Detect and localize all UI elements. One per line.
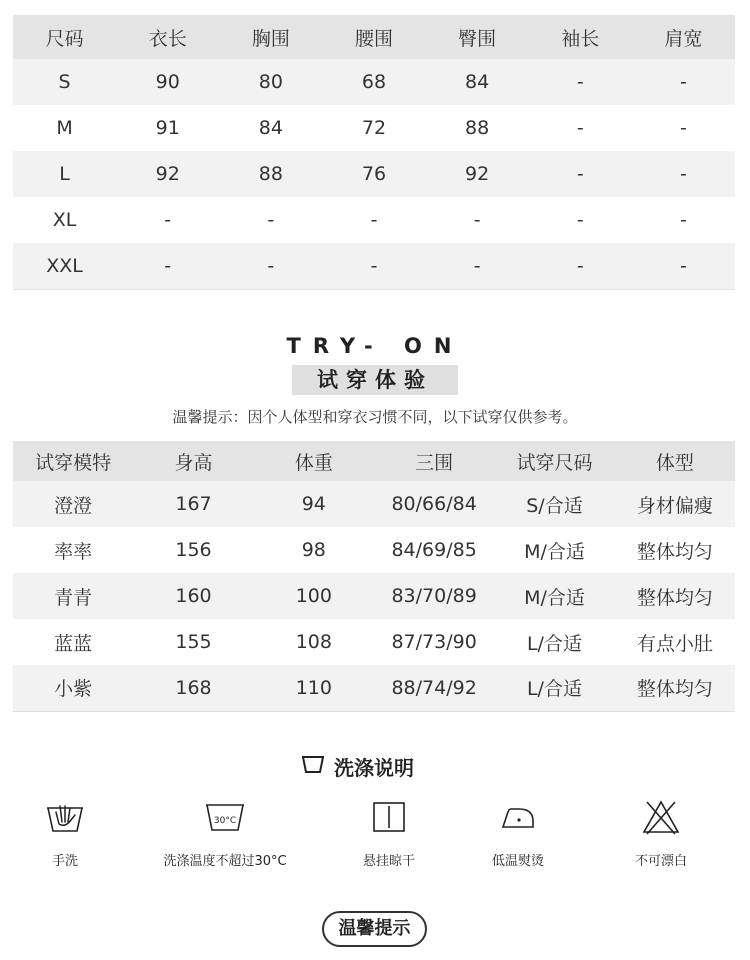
low-iron-icon [443,795,593,839]
table-cell: 有点小肚 [615,619,735,665]
table-cell: M/合适 [494,573,614,619]
table-cell: L [13,151,116,197]
care-item-hand-wash [0,795,140,869]
table-cell: - [529,105,632,151]
tryon-table-header [13,441,735,481]
tryon-col-body: 体型 [615,441,735,481]
table-cell: 84/69/85 [374,527,494,573]
table-cell: - [219,197,322,243]
table-cell: 83/70/89 [374,573,494,619]
table-cell: - [529,243,632,289]
table-cell: 80/66/84 [374,481,494,527]
table-cell: 98 [254,527,374,573]
table-cell: - [426,243,529,289]
table-row [13,197,735,243]
wash-30-icon [150,795,300,839]
table-cell: XL [13,197,116,243]
hand-wash-icon [0,795,140,839]
hang-dry-icon [314,795,464,839]
table-cell: 率率 [13,527,133,573]
size-table [13,15,735,290]
table-cell: - [529,151,632,197]
size-col-size: 尺码 [13,15,116,59]
table-cell: 72 [322,105,425,151]
table-cell: - [116,243,219,289]
tryon-table [13,441,735,712]
tryon-col-weight: 体重 [254,441,374,481]
table-cell: S/合适 [494,481,614,527]
table-cell: 84 [219,105,322,151]
table-cell: 小紫 [13,665,133,711]
table-cell: 156 [133,527,253,573]
care-label: 低温熨烫 [491,854,544,869]
table-cell: 68 [322,59,425,105]
care-item-wash-30 [150,795,300,869]
table-cell: M [13,105,116,151]
table-cell: 整体均匀 [615,573,735,619]
table-cell: 澄澄 [13,481,133,527]
care-item-low-iron [443,795,593,869]
table-cell: 88 [426,105,529,151]
care-label: 悬挂晾干 [362,854,415,869]
tryon-title-cn: 试穿体验 [292,365,458,395]
table-row [13,481,735,527]
table-cell: - [632,151,735,197]
table-cell: 167 [133,481,253,527]
size-col-chest: 胸围 [219,15,322,59]
size-col-hip: 臀围 [426,15,529,59]
tryon-note: 温馨提示：因个人体型和穿衣习惯不同，以下试穿仅供参考。 [172,408,578,426]
table-cell: 整体均匀 [615,665,735,711]
table-cell: - [632,59,735,105]
table-cell: 168 [133,665,253,711]
table-cell: - [632,197,735,243]
size-col-shoulder: 肩宽 [632,15,735,59]
table-row [13,573,735,619]
table-cell: - [632,243,735,289]
table-cell: 整体均匀 [615,527,735,573]
table-row [13,243,735,289]
size-col-waist: 腰围 [322,15,425,59]
table-cell: M/合适 [494,527,614,573]
table-cell: L/合适 [494,619,614,665]
tryon-title-en: TRY- ON [286,334,464,358]
warm-tips-button[interactable]: 温馨提示 [322,911,427,947]
table-cell: 76 [322,151,425,197]
washing-title [300,752,414,780]
table-cell: - [426,197,529,243]
table-cell: - [219,243,322,289]
table-cell: 92 [426,151,529,197]
svg-text:30°C: 30°C [213,816,237,826]
table-cell: - [322,197,425,243]
table-cell: - [529,59,632,105]
table-cell: XXL [13,243,116,289]
table-cell: 蓝蓝 [13,619,133,665]
table-cell: 100 [254,573,374,619]
cropped-heading [0,0,750,14]
table-cell: 青青 [13,573,133,619]
table-cell: 108 [254,619,374,665]
tryon-col-measurements: 三围 [374,441,494,481]
table-cell: - [116,197,219,243]
table-row [13,151,735,197]
care-item-hang-dry [314,795,464,869]
care-item-no-bleach [586,795,736,869]
size-col-length: 衣长 [116,15,219,59]
washing-title-label: 洗涤说明 [334,755,414,780]
table-cell: 87/73/90 [374,619,494,665]
tryon-col-height: 身高 [133,441,253,481]
care-label: 手洗 [51,854,78,869]
table-cell: 92 [116,151,219,197]
care-label: 洗涤温度不超过30°C [163,854,287,869]
table-cell: - [529,197,632,243]
table-row [13,59,735,105]
no-bleach-icon [586,795,736,839]
table-row [13,105,735,151]
table-row [13,619,735,665]
table-cell: - [322,243,425,289]
size-col-sleeve: 袖长 [529,15,632,59]
table-cell: 155 [133,619,253,665]
size-table-header [13,15,735,59]
care-label: 不可漂白 [634,854,687,869]
table-row [13,527,735,573]
tryon-col-model: 试穿模特 [13,441,133,481]
table-cell: 身材偏瘦 [615,481,735,527]
tryon-col-size: 试穿尺码 [494,441,614,481]
table-cell: 110 [254,665,374,711]
table-cell: 84 [426,59,529,105]
table-cell: 88/74/92 [374,665,494,711]
table-cell: 160 [133,573,253,619]
table-row [13,665,735,711]
wash-tub-icon [300,753,326,779]
table-cell: 94 [254,481,374,527]
table-cell: 80 [219,59,322,105]
table-cell: 90 [116,59,219,105]
table-cell: 88 [219,151,322,197]
table-cell: 91 [116,105,219,151]
table-cell: L/合适 [494,665,614,711]
table-cell: - [632,105,735,151]
table-cell: S [13,59,116,105]
